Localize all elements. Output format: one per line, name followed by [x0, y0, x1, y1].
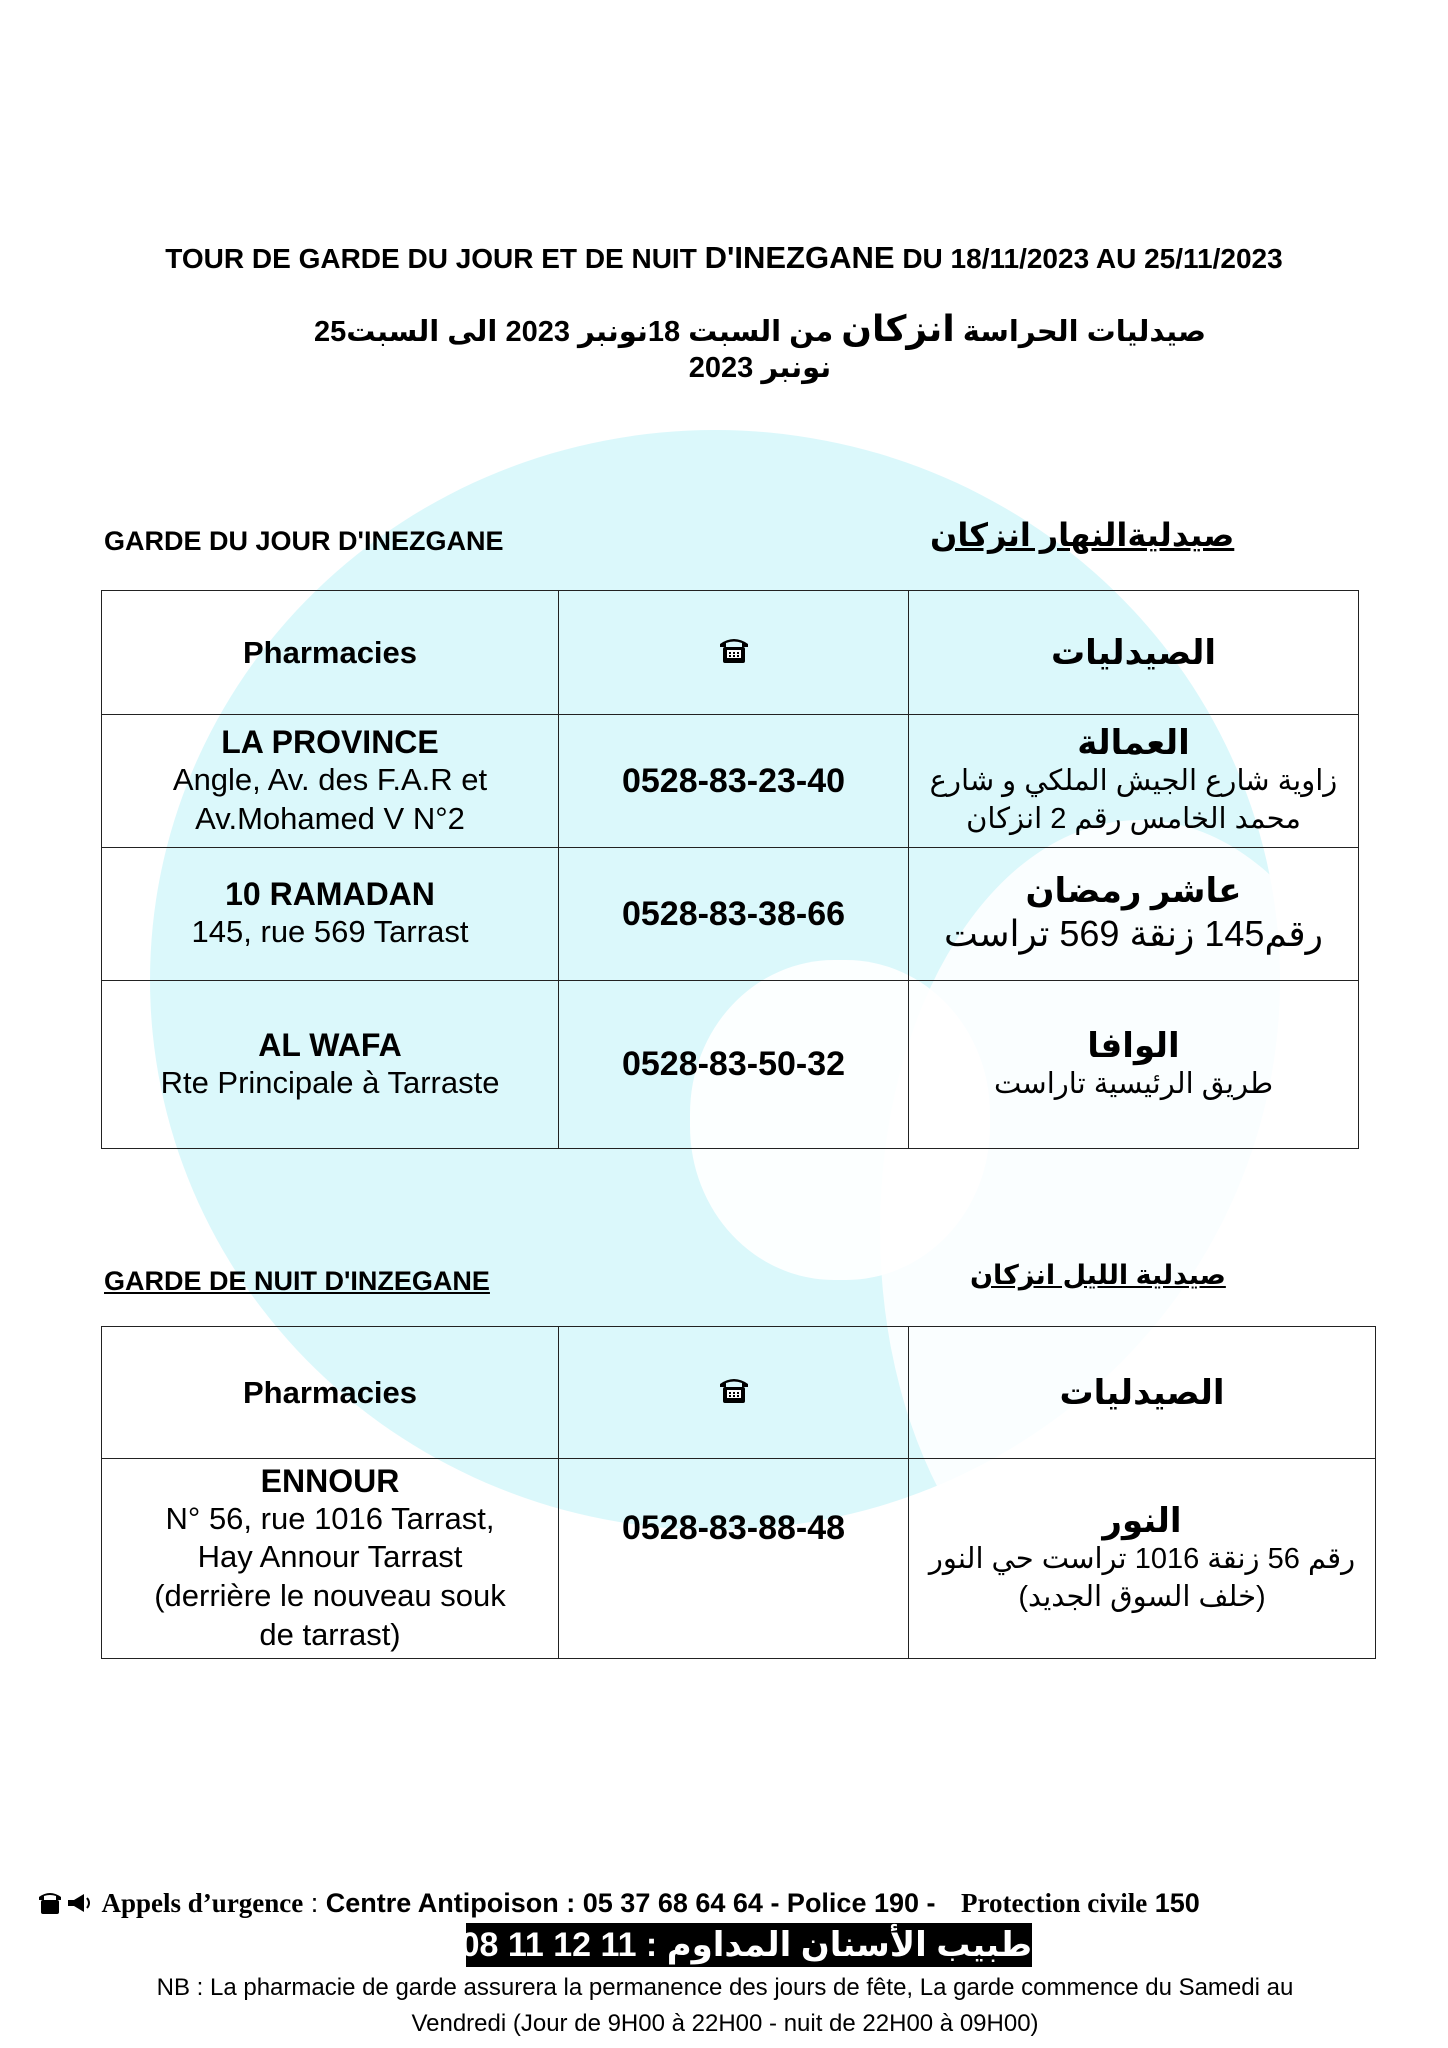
header-phone [559, 591, 909, 715]
pharmacy-phone: 0528-83-88-48 [621, 1509, 846, 1547]
pharmacy-address: Hay Annour Tarrast [197, 1539, 463, 1575]
cell-name-fr [102, 1459, 559, 1659]
emergency-calls [38, 1888, 1200, 1919]
telephone-icon [38, 1890, 94, 1916]
table-row [102, 715, 1359, 848]
pharmacy-name: LA PROVINCE [221, 723, 439, 760]
pharmacy-address-ar: (خلف السوق الجديد) [1018, 1580, 1266, 1613]
pharmacy-phone: 0528-83-50-32 [621, 1045, 846, 1083]
table-header-row [102, 591, 1359, 715]
day-section-title-ar: صيدليةالنهار انزكان [930, 517, 1235, 553]
pharmacy-address: de tarrast) [259, 1616, 401, 1652]
header-label-ar: الصيدليات [1059, 1373, 1225, 1412]
pharmacy-phone: 0528-83-38-66 [621, 894, 846, 933]
cell-phone [559, 848, 909, 981]
table-row [102, 981, 1359, 1149]
protection-civile-label: Protection civile [961, 1888, 1148, 1918]
pharmacy-phone: 0528-83-23-40 [621, 761, 846, 800]
pharmacy-name-ar: عاشر رمضان [1025, 871, 1242, 910]
pharmacy-name: AL WAFA [258, 1026, 402, 1063]
cell-name-ar [909, 1459, 1376, 1659]
pharmacy-name: ENNOUR [260, 1462, 400, 1499]
telephone-icon [717, 635, 751, 665]
pharmacy-name: 10 RAMADAN [225, 876, 435, 913]
dentist-on-call: طبيب الأسنان المداوم : 11 12 11 08 06 [466, 1923, 1032, 1967]
table-row [102, 1459, 1376, 1659]
emergency-label: Appels d’urgence [101, 1888, 304, 1918]
night-table [101, 1326, 1376, 1659]
title-fr: TOUR DE GARDE DU JOUR ET DE NUIT D'INEZGANE DU 18/11/2023 AU 25/11/2023 [165, 240, 1283, 275]
table-row [102, 848, 1359, 981]
pharmacy-name-ar: العمالة [1077, 724, 1190, 763]
day-table [101, 590, 1359, 1149]
footer-note: NB : La pharmacie de garde assurera la permanence des jours de fête, La garde commence du Samedi au Vendredi (Jour de 9H00 à 22H00 - nuit de 22H00 à 09H00) [156, 1974, 1294, 2037]
pharmacy-address: N° 56, rue 1016 Tarrast, [165, 1500, 495, 1536]
protection-civile-number: 150 [1154, 1888, 1200, 1918]
cell-phone [559, 715, 909, 848]
pharmacy-address: Rte Principale à Tarraste [160, 1064, 500, 1100]
header-pharmacies-ar [909, 591, 1359, 715]
pharmacy-name-ar: النور [1102, 1501, 1182, 1540]
pharmacy-address: 145, rue 569 Tarrast [191, 914, 469, 950]
cell-name-fr [102, 848, 559, 981]
cell-phone [559, 981, 909, 1149]
cell-name-fr [102, 981, 559, 1149]
pharmacy-address-ar: رقم 56 زنقة 1016 تراست حي النور [928, 1542, 1356, 1575]
title-ar: صيدليات الحراسة انزكان من السبت 18نونبر 2023 الى السبت25 نونبر 2023 [314, 308, 1206, 384]
pharmacy-address-ar: محمد الخامس رقم 2 انزكان [966, 803, 1301, 835]
header-label-ar: الصيدليات [1050, 633, 1217, 672]
header-pharmacies [102, 1327, 559, 1459]
header-pharmacies-ar [909, 1327, 1376, 1459]
cell-name-ar [909, 715, 1359, 848]
header-label-fr: Pharmacies [242, 634, 418, 670]
day-section-title-fr: GARDE DU JOUR D'INEZGANE [104, 526, 504, 556]
header-label-fr: Pharmacies [242, 1374, 418, 1410]
pharmacy-address: (derrière le nouveau souk [154, 1578, 506, 1613]
pharmacy-address-ar: طريق الرئيسية تاراست [993, 1067, 1274, 1100]
pharmacy-address: Angle, Av. des F.A.R et [172, 761, 488, 797]
pharmacy-name-ar: الوافا [1087, 1026, 1180, 1065]
cell-phone [559, 1459, 909, 1659]
cell-name-fr [102, 715, 559, 848]
night-section-title-ar: صيدلية الليل انزكان [970, 1260, 1226, 1290]
emergency-numbers: Centre Antipoison : 05 37 68 64 64 - Police 190 - [325, 1888, 936, 1918]
cell-name-ar [909, 981, 1359, 1149]
telephone-icon [717, 1375, 751, 1405]
header-pharmacies [102, 591, 559, 715]
table-header-row [102, 1327, 1376, 1459]
pharmacy-address-ar: زاوية شارع الجيش الملكي و شارع [929, 765, 1338, 798]
pharmacy-address-ar: رقم145 زنقة 569 تراست [943, 912, 1324, 954]
header-phone [559, 1327, 909, 1459]
night-section-title-fr: GARDE DE NUIT D'INZEGANE [104, 1266, 490, 1296]
pharmacy-address: Av.Mohamed V N°2 [195, 800, 465, 836]
cell-name-ar [909, 848, 1359, 981]
emergency-separator: : [303, 1888, 326, 1918]
